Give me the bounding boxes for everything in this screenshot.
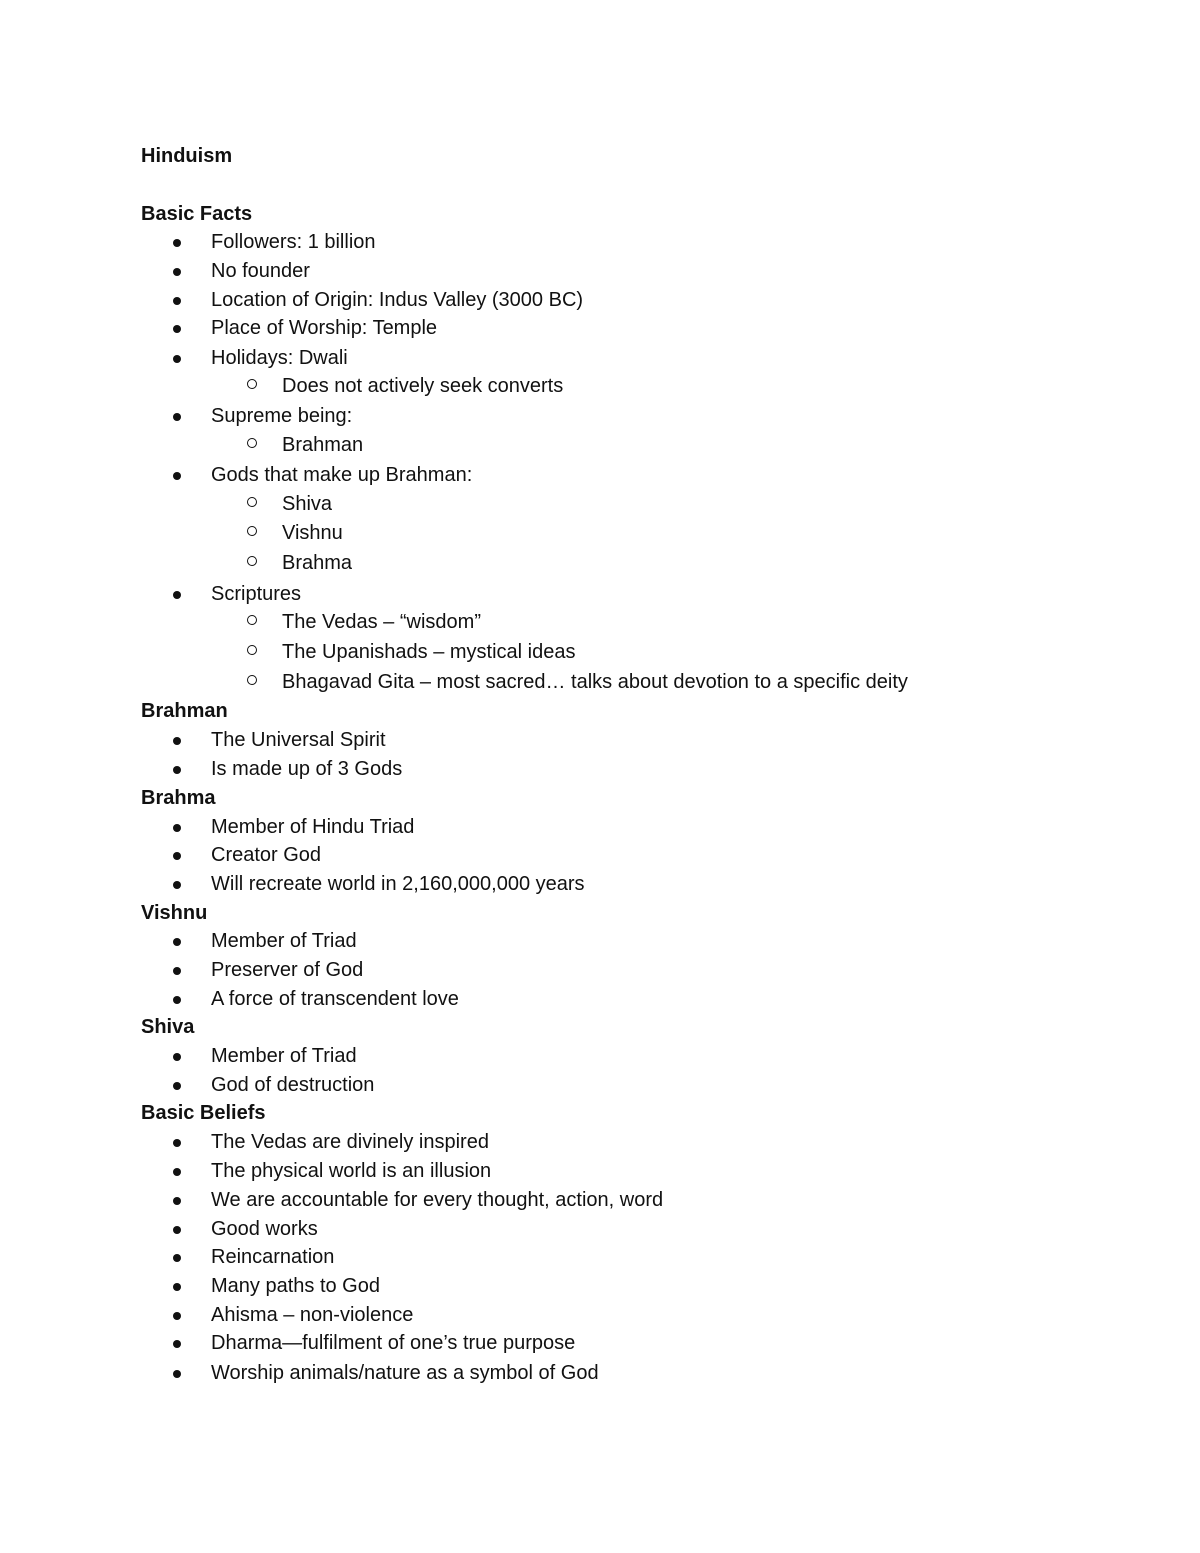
- bullet-text: The Universal Spirit: [211, 729, 386, 751]
- document-title: Hinduism: [141, 145, 233, 167]
- bullet-dot-icon: [173, 268, 181, 276]
- bullet-text: Many paths to God: [211, 1275, 380, 1297]
- bullet-dot-icon: [173, 852, 181, 860]
- bullet-text: Dharma—fulfilment of one’s true purpose: [211, 1332, 576, 1354]
- bullet-dot-icon: [173, 1139, 181, 1147]
- sub-bullet-text: The Upanishads – mystical ideas: [282, 641, 576, 663]
- bullet-dot-icon: [173, 355, 181, 363]
- bullet-text: God of destruction: [211, 1074, 375, 1096]
- bullet-dot-icon: [173, 325, 181, 333]
- bullet-dot-icon: [173, 967, 181, 975]
- bullet-circle-icon: [247, 497, 257, 507]
- bullet-circle-icon: [247, 379, 257, 389]
- sub-bullet-text: Does not actively seek converts: [282, 375, 564, 397]
- bullet-text: Gods that make up Brahman:: [211, 464, 473, 486]
- bullet-dot-icon: [173, 881, 181, 889]
- bullet-text: Worship animals/nature as a symbol of God: [211, 1362, 599, 1384]
- bullet-dot-icon: [173, 1226, 181, 1234]
- sub-bullet-text: Bhagavad Gita – most sacred… talks about devotion to a specific deity: [282, 671, 908, 693]
- bullet-text: We are accountable for every thought, action, word: [211, 1189, 664, 1211]
- bullet-text: Will recreate world in 2,160,000,000 years: [211, 873, 585, 895]
- bullet-dot-icon: [173, 1370, 181, 1378]
- bullet-text: Holidays: Dwali: [211, 347, 348, 369]
- section-heading: Brahman: [141, 700, 228, 722]
- bullet-circle-icon: [247, 645, 257, 655]
- bullet-dot-icon: [173, 1312, 181, 1320]
- bullet-dot-icon: [173, 472, 181, 480]
- bullet-circle-icon: [247, 675, 257, 685]
- bullet-text: Member of Triad: [211, 930, 357, 952]
- bullet-text: Followers: 1 billion: [211, 231, 376, 253]
- section-heading: Basic Beliefs: [141, 1102, 266, 1124]
- bullet-circle-icon: [247, 438, 257, 448]
- bullet-dot-icon: [173, 1053, 181, 1061]
- bullet-dot-icon: [173, 1082, 181, 1090]
- bullet-text: A force of transcendent love: [211, 988, 459, 1010]
- bullet-text: Location of Origin: Indus Valley (3000 BC): [211, 289, 584, 311]
- bullet-dot-icon: [173, 1283, 181, 1291]
- bullet-text: The Vedas are divinely inspired: [211, 1131, 489, 1153]
- bullet-text: Member of Triad: [211, 1045, 357, 1067]
- bullet-text: Place of Worship: Temple: [211, 317, 438, 339]
- bullet-dot-icon: [173, 824, 181, 832]
- bullet-dot-icon: [173, 413, 181, 421]
- bullet-circle-icon: [247, 615, 257, 625]
- bullet-circle-icon: [247, 526, 257, 536]
- bullet-text: The physical world is an illusion: [211, 1160, 492, 1182]
- bullet-text: Creator God: [211, 844, 322, 866]
- bullet-dot-icon: [173, 766, 181, 774]
- sub-bullet-text: Brahman: [282, 434, 364, 456]
- bullet-dot-icon: [173, 996, 181, 1004]
- bullet-text: Supreme being:: [211, 405, 353, 427]
- bullet-dot-icon: [173, 1340, 181, 1348]
- bullet-text: Member of Hindu Triad: [211, 816, 415, 838]
- bullet-text: Reincarnation: [211, 1246, 335, 1268]
- sub-bullet-text: Brahma: [282, 552, 353, 574]
- bullet-text: Scriptures: [211, 583, 302, 605]
- bullet-dot-icon: [173, 737, 181, 745]
- bullet-circle-icon: [247, 556, 257, 566]
- bullet-text: Is made up of 3 Gods: [211, 758, 403, 780]
- bullet-dot-icon: [173, 938, 181, 946]
- section-heading: Basic Facts: [141, 203, 253, 225]
- bullet-dot-icon: [173, 1168, 181, 1176]
- bullet-dot-icon: [173, 239, 181, 247]
- bullet-dot-icon: [173, 1254, 181, 1262]
- sub-bullet-text: The Vedas – “wisdom”: [282, 611, 481, 633]
- bullet-text: Preserver of God: [211, 959, 364, 981]
- bullet-dot-icon: [173, 297, 181, 305]
- section-heading: Vishnu: [141, 902, 208, 924]
- bullet-text: Good works: [211, 1218, 318, 1240]
- section-heading: Shiva: [141, 1016, 195, 1038]
- sub-bullet-text: Vishnu: [282, 522, 343, 544]
- bullet-dot-icon: [173, 1197, 181, 1205]
- bullet-text: No founder: [211, 260, 310, 282]
- bullet-text: Ahisma – non-violence: [211, 1304, 414, 1326]
- section-heading: Brahma: [141, 787, 216, 809]
- bullet-dot-icon: [173, 591, 181, 599]
- sub-bullet-text: Shiva: [282, 493, 333, 515]
